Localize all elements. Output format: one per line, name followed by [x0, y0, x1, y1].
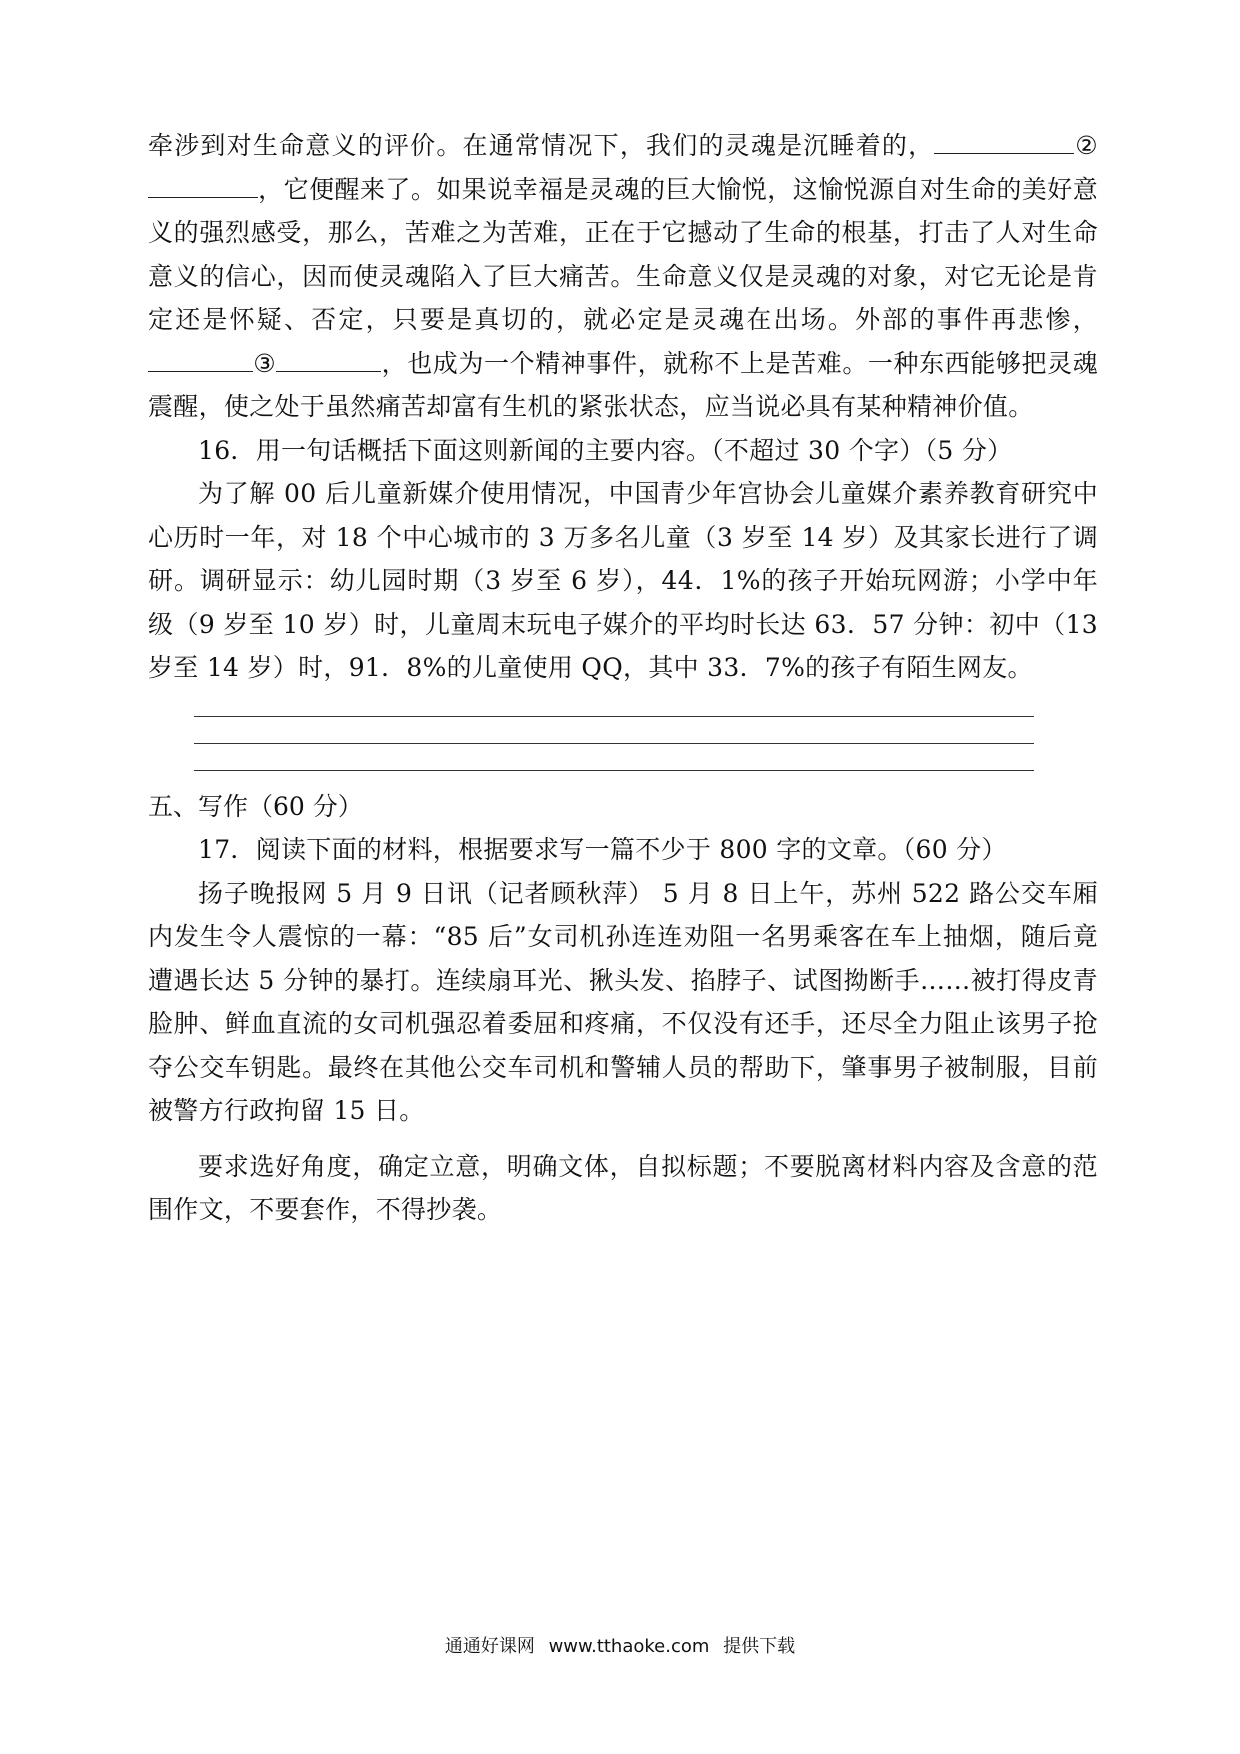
answer-line[interactable] — [194, 743, 1034, 744]
footer-site-name: 通通好课网 — [444, 1636, 535, 1657]
footer-suffix: 提供下载 — [723, 1636, 796, 1657]
passage-line2: ，它便醒来了。如果说幸福是灵魂的巨大愉悦，这愉悦源自对生命的美好意义的强烈感受，那么，苦难之为苦难，正在于它撼动了生命的根基，打击了人对生命意义的信心，因而使灵魂陷入了巨大痛苦。生命意义仅是灵魂的对象，对它无论是肯定还是怀疑、否定，只要是真切的，就必定是灵魂在出场。外部的事件再悲惨， — [148, 174, 1098, 334]
q16-answer-area[interactable] — [194, 716, 1098, 771]
section-five-title: 五、写作（60 分） — [148, 791, 363, 821]
q17-requirement: 要求选好角度，确定立意，明确文体，自拟标题；不要脱离材料内容及含意的范围作文，不要套作，不得抄袭。 — [148, 1151, 1098, 1224]
q17-prompt: 17．阅读下面的材料，根据要求写一篇不少于 800 字的文章。（60 分） — [198, 835, 1007, 864]
fill-blank-3-b[interactable] — [276, 349, 381, 372]
passage-line1: 牵涉到对生命意义的评价。在通常情况下，我们的灵魂是沉睡着的， — [148, 131, 935, 160]
q17-material: 扬子晚报网 5 月 9 日讯（记者顾秋萍） 5 月 8 日上午，苏州 522 路公交车厢内发生令人震惊的一幕：“85 后”女司机孙连连劝阻一名男乘客在车上抽烟，随后竟遭遇长达 5 分钟的暴打。连续扇耳光、揪头发、掐脖子、试图拗断手……被打得皮青脸肿、鲜血直流的女司机强忍着委屈和疼痛，不仅没有还手，还尽全力阻止该男子抢夺公交车钥匙。最终在其他公交车司机和警辅人员的帮助下，肇事男子被制服，目前被警方行政拘留 15 日。 — [148, 878, 1098, 1125]
passage-line3: ，也成为一个精神事件，就称不上是苦难。一种东西能够把灵魂震醒，使之处于虽然痛苦却富有生机的紧张状态，应当说必具有某种精神价值。 — [148, 348, 1098, 421]
page-footer — [0, 1632, 1240, 1658]
fill-blank-3-a[interactable] — [148, 349, 253, 372]
blank-3-marker: ③ — [253, 348, 277, 378]
footer-url[interactable]: www.tthaoke.com — [548, 1636, 710, 1657]
passage-paragraph — [148, 124, 1098, 429]
fill-blank-2-a[interactable] — [934, 131, 1074, 154]
q16-news-text: 为了解 00 后儿童新媒介使用情况，中国青少年宫协会儿童媒介素养教育研究中心历时一年，对 18 个中心城市的 3 万多名儿童（3 岁至 14 岁）及其家长进行了调研。调研显示：幼儿园时期（3 岁至 6 岁），44．1%的孩子开始玩网游；小学中年级（9 岁至 10 岁）时，儿童周末玩电子媒介的平均时长达 63．57 分钟：初中（13 岁至 14 岁）时，91．8%的儿童使用 QQ，其中 33．7%的孩子有陌生网友。 — [148, 479, 1098, 682]
fill-blank-2-b[interactable] — [148, 175, 258, 198]
blank-2-marker: ② — [1074, 131, 1098, 160]
exam-page — [148, 124, 1098, 1232]
q16-prompt: 16．用一句话概括下面这则新闻的主要内容。（不超过 30 个字）（5 分） — [198, 435, 1013, 465]
answer-line[interactable] — [194, 716, 1034, 717]
answer-line[interactable] — [194, 770, 1034, 771]
